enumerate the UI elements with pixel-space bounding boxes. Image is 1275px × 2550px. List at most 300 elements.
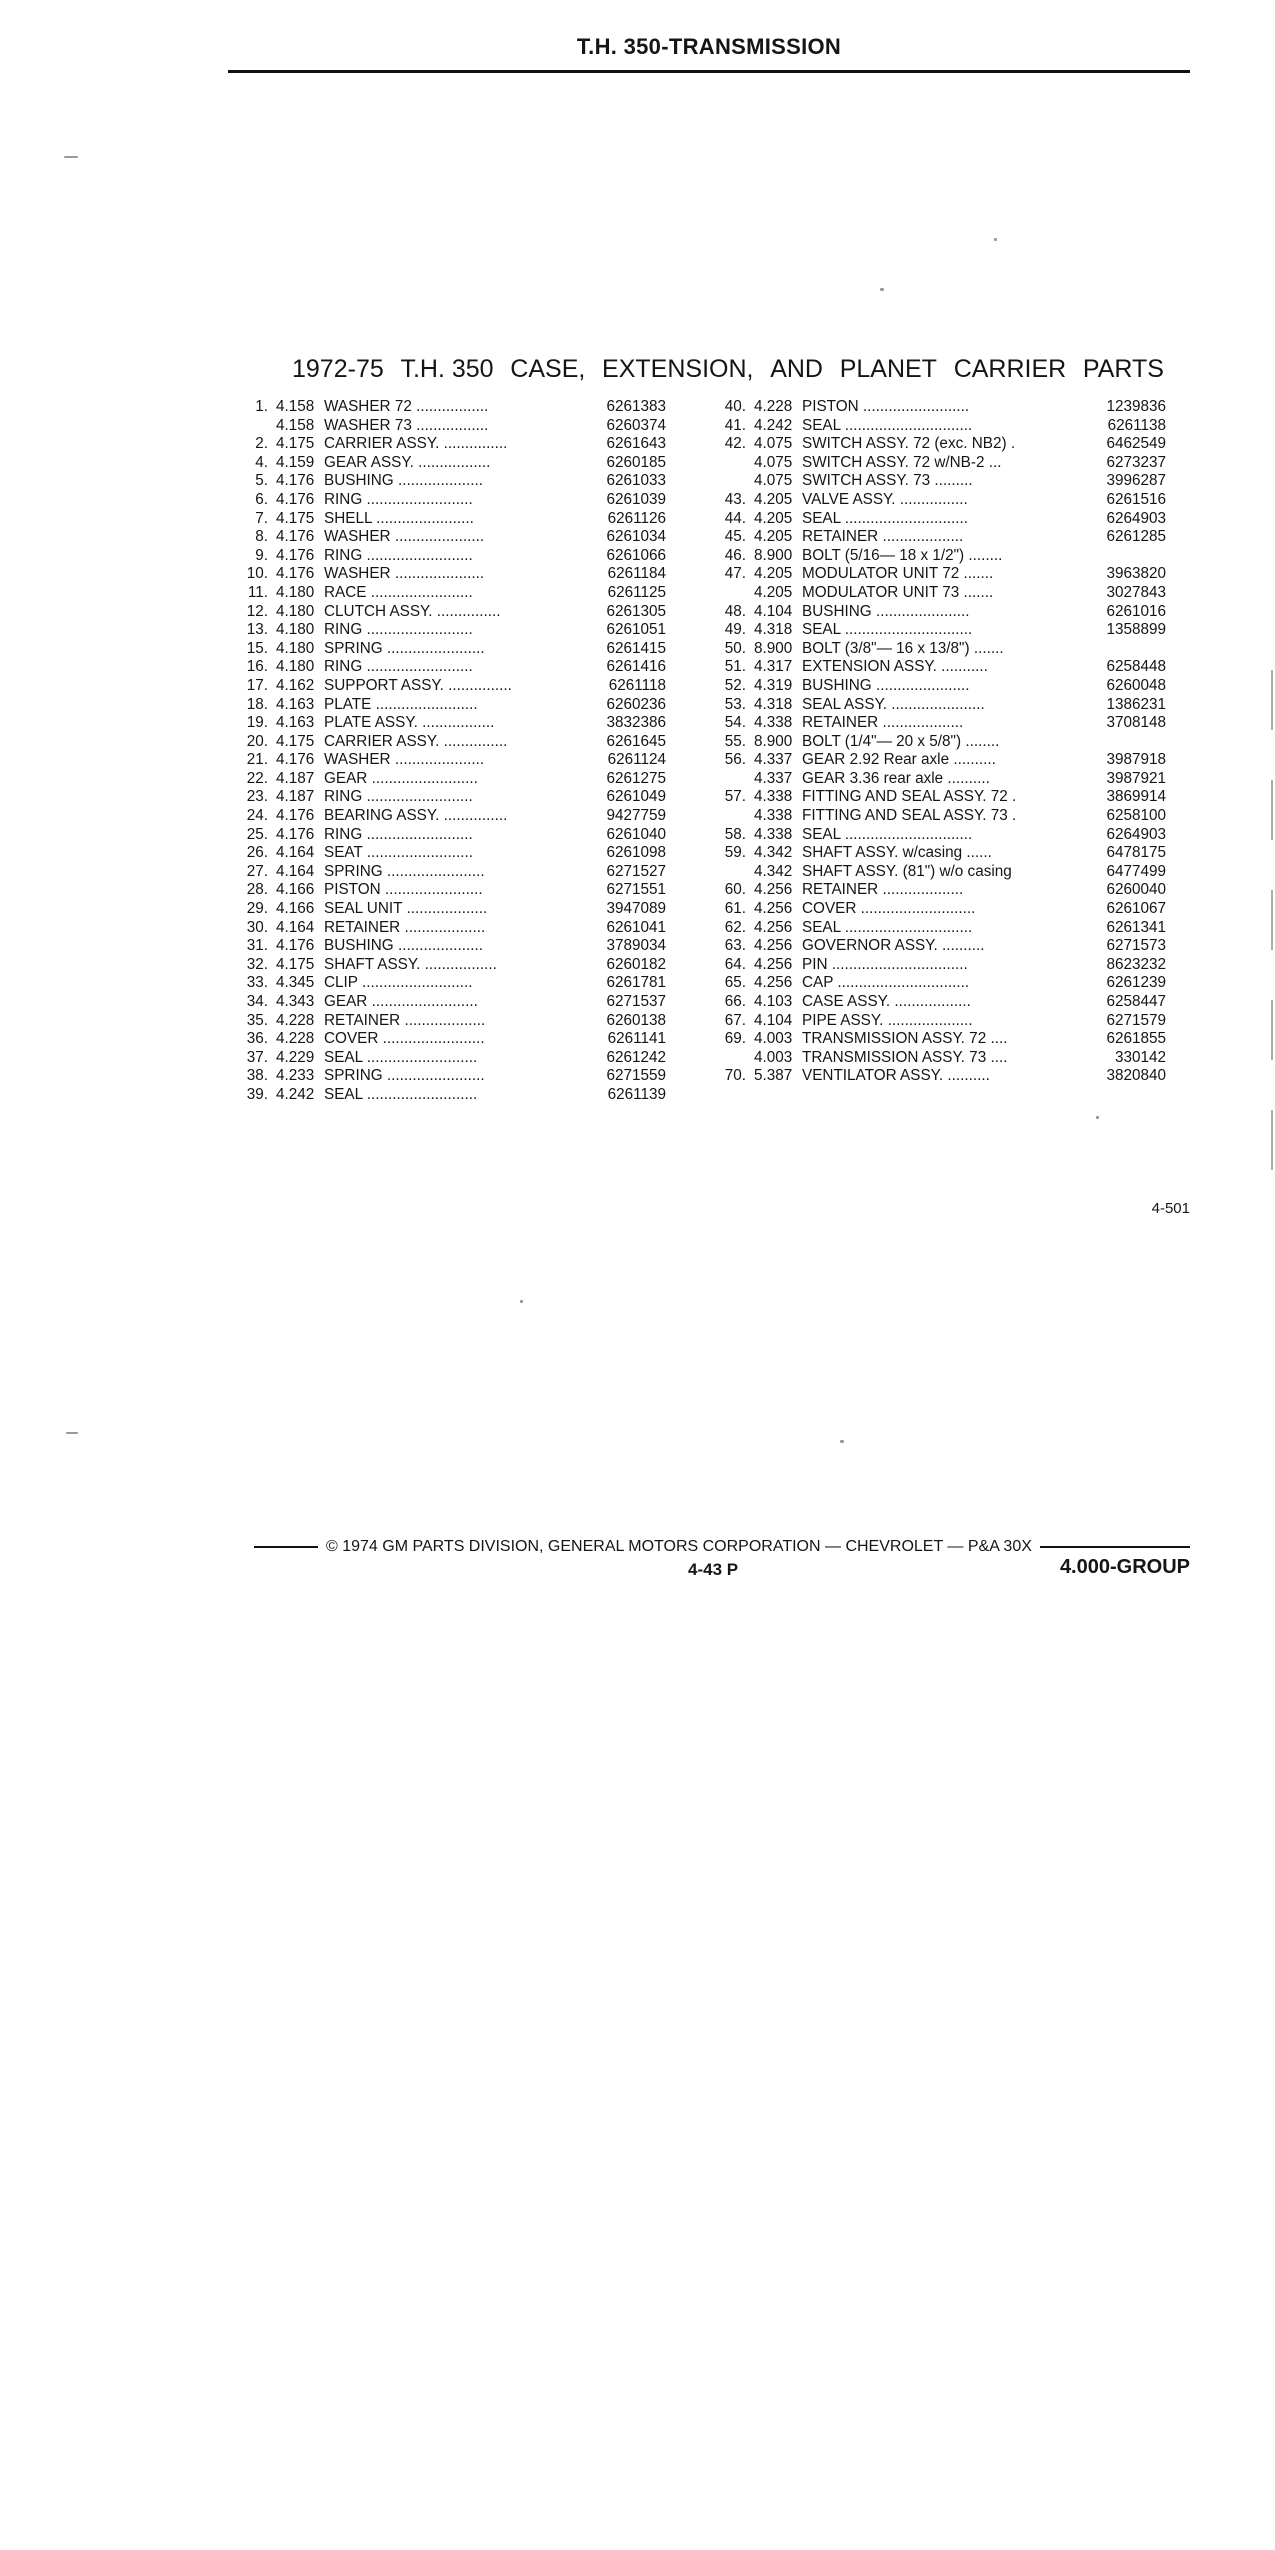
- part-key-number: [714, 584, 754, 603]
- dot-leader: .................: [411, 398, 489, 415]
- part-key-number: 55.: [724, 732, 746, 750]
- part-number: 6261016: [1106, 602, 1166, 620]
- part-description-text: CLUTCH ASSY.: [324, 602, 433, 620]
- part-description: [324, 472, 580, 491]
- part-description-text: CLIP: [324, 974, 358, 992]
- footer-copyright: © 1974 GM PARTS DIVISION, GENERAL MOTORS CORPORATION — CHEVROLET — P&A 30X: [326, 1538, 1032, 1555]
- part-number: 6258447: [1106, 993, 1166, 1010]
- part-description: [802, 677, 1074, 696]
- part-description: [802, 454, 1074, 473]
- part-number: 6261645: [606, 732, 666, 750]
- dot-leader: ...................: [400, 1011, 486, 1029]
- part-figure-ref: 4.176: [276, 546, 315, 564]
- part-description-text: SEAL: [802, 825, 841, 843]
- dot-leader: .........................: [362, 546, 473, 564]
- part-key-number: 31.: [246, 937, 268, 955]
- part-row: [236, 510, 666, 529]
- part-row: [236, 677, 666, 696]
- part-description: [802, 974, 1074, 993]
- page-number: 4-501: [1151, 1200, 1190, 1217]
- part-key-number: 64.: [724, 955, 746, 973]
- part-figure-ref: 4.180: [276, 658, 315, 676]
- part-description-text: BOLT (3/8"— 16 x 13/8"): [802, 639, 970, 657]
- part-description-text: SPRING: [324, 639, 383, 657]
- part-description-text: RING: [324, 658, 363, 676]
- part-description-text: SHAFT ASSY. w/casing: [802, 844, 963, 862]
- part-row: [714, 863, 1166, 882]
- part-description: [324, 956, 580, 975]
- part-figure-ref: 4.187: [276, 769, 315, 787]
- dot-leader: .: [1007, 807, 1017, 825]
- part-description-text: BUSHING: [802, 602, 872, 620]
- part-description-text: GEAR: [324, 993, 368, 1010]
- part-figure-ref: 4.103: [754, 993, 793, 1010]
- dot-leader: ..........................: [357, 974, 473, 992]
- part-row: [236, 956, 666, 975]
- part-key-number: [714, 1049, 754, 1068]
- dot-leader: ....................: [393, 937, 483, 955]
- part-description-text: RING: [324, 546, 363, 564]
- part-number: 6261643: [606, 435, 666, 453]
- part-figure-ref: 4.342: [754, 862, 793, 880]
- part-number: 6260185: [606, 453, 666, 471]
- part-description-text: WASHER: [324, 528, 391, 546]
- part-key-number: [714, 770, 754, 789]
- part-key-number: 66.: [724, 993, 746, 1010]
- dot-leader: .........................: [362, 825, 473, 843]
- part-number: 6260138: [606, 1011, 666, 1029]
- part-description: [324, 919, 580, 938]
- part-number: 6264903: [1106, 825, 1166, 843]
- part-number: 6261416: [606, 658, 666, 676]
- part-number: 6478175: [1106, 844, 1166, 862]
- part-row: [236, 900, 666, 919]
- part-figure-ref: 4.205: [754, 528, 793, 546]
- part-number: 6260040: [1106, 881, 1166, 899]
- part-figure-ref: 4.342: [754, 844, 793, 862]
- part-figure-ref: 4.176: [276, 807, 315, 825]
- footer-copyright-line: [254, 1538, 1190, 1556]
- part-description: [802, 658, 1074, 677]
- dot-leader: ..........................: [362, 1048, 478, 1066]
- part-figure-ref: 4.180: [276, 621, 315, 639]
- part-description-text: PISTON: [802, 398, 859, 415]
- part-key-number: 58.: [724, 825, 746, 843]
- part-description: [324, 621, 580, 640]
- part-key-number: 63.: [724, 937, 746, 955]
- part-figure-ref: 4.175: [276, 955, 315, 973]
- part-number: 6261049: [606, 788, 666, 806]
- part-description: [802, 937, 1074, 956]
- part-row: [236, 417, 666, 436]
- part-row: [714, 1030, 1166, 1049]
- part-figure-ref: 4.338: [754, 825, 793, 843]
- part-description: [802, 919, 1074, 938]
- part-row: [714, 584, 1166, 603]
- part-number: 6261239: [1106, 974, 1166, 992]
- dot-leader: ...............: [439, 435, 508, 453]
- part-key-number: 5.: [255, 472, 268, 490]
- part-key-number: 67.: [724, 1011, 746, 1029]
- part-row: [236, 584, 666, 603]
- dot-leader: ...............: [432, 602, 501, 620]
- part-key-number: 2.: [255, 435, 268, 453]
- dot-leader: .........................: [362, 621, 473, 639]
- dot-leader: ................: [895, 490, 968, 508]
- part-description: [802, 640, 1074, 659]
- part-description: [802, 993, 1074, 1012]
- part-row: [714, 696, 1166, 715]
- part-number: 3996287: [1106, 472, 1166, 490]
- part-number: 6271551: [606, 881, 666, 899]
- dot-leader: ..............................: [840, 621, 973, 639]
- dot-leader: .........: [930, 472, 973, 490]
- part-figure-ref: 8.900: [754, 732, 793, 750]
- part-row: [714, 733, 1166, 752]
- part-description-text: RETAINER: [324, 1011, 401, 1029]
- part-row: [714, 956, 1166, 975]
- part-figure-ref: 4.242: [754, 416, 793, 434]
- part-figure-ref: 4.175: [276, 732, 315, 750]
- part-key-number: 16.: [246, 658, 268, 676]
- part-row: [714, 677, 1166, 696]
- part-number: 6261139: [607, 1085, 666, 1103]
- part-key-number: 45.: [724, 528, 746, 546]
- part-key-number: 8.: [255, 528, 268, 546]
- footer-group-label: 4.000-GROUP: [1059, 1556, 1190, 1578]
- part-number: 6261034: [606, 528, 666, 546]
- part-key-number: 52.: [724, 676, 746, 694]
- part-row: [236, 826, 666, 845]
- part-figure-ref: 4.180: [276, 583, 315, 601]
- part-description: [802, 696, 1074, 715]
- dot-leader: ...................: [878, 881, 964, 899]
- dot-leader: .........................: [367, 769, 478, 787]
- section-title-word: CARRIER: [953, 355, 1067, 383]
- part-key-number: 21.: [246, 751, 268, 769]
- dot-leader: ...................: [400, 918, 486, 936]
- part-description: [802, 1012, 1074, 1031]
- scan-speck: [880, 288, 884, 291]
- part-description-text: CARRIER ASSY.: [324, 732, 440, 750]
- part-figure-ref: 4.104: [754, 1011, 793, 1029]
- part-row: [236, 565, 666, 584]
- part-row: [714, 491, 1166, 510]
- dot-leader: .................: [411, 416, 489, 434]
- part-description-text: BOLT (5/16— 18 x 1/2"): [802, 546, 965, 564]
- part-number: 1239836: [1106, 398, 1166, 415]
- part-description: [802, 491, 1074, 510]
- part-key-number: 39.: [246, 1085, 268, 1103]
- scan-speck: [1096, 1116, 1099, 1119]
- part-figure-ref: 4.256: [754, 974, 793, 992]
- part-figure-ref: 4.075: [754, 472, 793, 490]
- part-description-text: SEAL: [324, 1048, 363, 1066]
- part-description-text: SPRING: [324, 1067, 383, 1085]
- part-description-text: SWITCH ASSY. 72 (exc. NB2): [802, 435, 1007, 453]
- section-title-word: EXTENSION,: [602, 355, 754, 383]
- part-description: [324, 510, 580, 529]
- part-description-text: FITTING AND SEAL ASSY. 72: [802, 788, 1008, 806]
- part-description: [324, 398, 580, 417]
- part-key-number: 41.: [724, 416, 746, 434]
- part-number: [1074, 733, 1166, 752]
- section-title-word: AND: [770, 355, 823, 383]
- part-key-number: 47.: [724, 565, 746, 583]
- part-number: 6261040: [606, 825, 666, 843]
- part-figure-ref: 4.187: [276, 788, 315, 806]
- part-row: [236, 919, 666, 938]
- part-key-number: 56.: [724, 751, 746, 769]
- section-title-word: PLANET: [839, 355, 937, 383]
- part-description: [802, 621, 1074, 640]
- part-figure-ref: 4.176: [276, 825, 315, 843]
- part-key-number: 54.: [724, 714, 746, 732]
- dot-leader: ...........: [936, 658, 988, 676]
- dot-leader: ...: [984, 453, 1002, 471]
- dot-leader: ................................: [827, 955, 968, 973]
- part-figure-ref: 4.166: [276, 881, 315, 899]
- part-key-number: 28.: [246, 881, 268, 899]
- part-key-number: 51.: [724, 658, 746, 676]
- dot-leader: ..........................: [362, 1085, 478, 1103]
- dot-leader: .........................: [362, 490, 473, 508]
- dot-leader: .........................: [367, 993, 478, 1010]
- part-row: [714, 826, 1166, 845]
- part-number: 6261125: [607, 583, 666, 601]
- part-number: 8623232: [1106, 955, 1166, 973]
- part-description: [802, 900, 1074, 919]
- part-description: [802, 956, 1074, 975]
- part-description: [324, 714, 580, 733]
- dot-leader: .......................: [382, 639, 485, 657]
- dot-leader: .....................: [390, 565, 485, 583]
- part-description: [324, 844, 580, 863]
- part-number: 6273237: [1106, 453, 1166, 471]
- part-figure-ref: 4.176: [276, 751, 315, 769]
- part-description-text: BEARING ASSY.: [324, 807, 440, 825]
- part-description: [802, 565, 1074, 584]
- part-key-number: 17.: [246, 676, 268, 694]
- part-description-text: SEAL: [324, 1085, 363, 1103]
- part-figure-ref: 8.900: [754, 639, 793, 657]
- part-figure-ref: 4.075: [754, 453, 793, 471]
- part-row: [714, 398, 1166, 417]
- part-description-text: GEAR: [324, 769, 368, 787]
- part-number: 6261098: [606, 844, 666, 862]
- part-description: [324, 1067, 580, 1086]
- part-figure-ref: 4.003: [754, 1048, 793, 1066]
- part-row: [714, 993, 1166, 1012]
- dot-leader: ..............................: [840, 825, 973, 843]
- part-row: [236, 714, 666, 733]
- part-description-text: RING: [324, 788, 363, 806]
- dot-leader: ........: [964, 546, 1003, 564]
- dot-leader: ..........: [943, 1067, 990, 1085]
- part-description-text: SWITCH ASSY. 72 w/NB-2: [802, 453, 985, 471]
- part-row: [236, 770, 666, 789]
- part-description-text: RETAINER: [802, 528, 879, 546]
- part-row: [236, 1030, 666, 1049]
- part-description-text: BOLT (1/4"— 20 x 5/8"): [802, 732, 962, 750]
- part-row: [236, 863, 666, 882]
- part-description-text: RING: [324, 490, 363, 508]
- part-description: [324, 565, 580, 584]
- part-number: 6271537: [606, 993, 666, 1010]
- part-description-text: SEAL: [802, 918, 841, 936]
- part-figure-ref: 4.256: [754, 900, 793, 918]
- part-row: [236, 696, 666, 715]
- part-description-text: RETAINER: [802, 714, 879, 732]
- part-number: 6260048: [1106, 676, 1166, 694]
- dot-leader: .................: [417, 714, 495, 732]
- part-row: [236, 881, 666, 900]
- dot-leader: ..........: [949, 751, 996, 769]
- part-number: 6261039: [606, 490, 666, 508]
- part-figure-ref: 4.003: [754, 1030, 793, 1048]
- scan-speck: [64, 156, 78, 158]
- dot-leader: .........................: [858, 398, 970, 415]
- part-number: 1386231: [1106, 695, 1166, 713]
- part-description-text: CAP: [802, 974, 834, 992]
- part-figure-ref: 4.175: [276, 435, 315, 453]
- part-number: 3708148: [1106, 714, 1166, 732]
- part-number: 6271573: [1106, 937, 1166, 955]
- part-description-text: WASHER 72: [324, 398, 412, 415]
- part-key-number: 27.: [246, 862, 268, 880]
- part-row: [714, 640, 1166, 659]
- part-row: [714, 1049, 1166, 1068]
- part-key-number: 24.: [246, 807, 268, 825]
- part-key-number: 60.: [724, 881, 746, 899]
- part-key-number: 43.: [724, 490, 746, 508]
- part-row: [714, 974, 1166, 993]
- dot-leader: ........................: [371, 695, 478, 713]
- part-row: [236, 528, 666, 547]
- part-figure-ref: 4.162: [276, 676, 315, 694]
- dot-leader: .....................: [390, 751, 485, 769]
- part-description-text: CASE ASSY.: [802, 993, 891, 1010]
- dot-leader: .................: [413, 453, 491, 471]
- dot-leader: ...........................: [856, 900, 976, 918]
- dot-leader: ...............: [443, 676, 512, 694]
- part-row: [714, 751, 1166, 770]
- part-description-text: GOVERNOR ASSY.: [802, 937, 938, 955]
- part-row: [714, 417, 1166, 436]
- part-number: 6261275: [606, 769, 666, 787]
- part-key-number: 25.: [246, 825, 268, 843]
- dot-leader: ....................: [393, 472, 483, 490]
- part-description-text: SWITCH ASSY. 73: [802, 472, 931, 490]
- part-description-text: WASHER: [324, 751, 391, 769]
- part-number: 6261285: [1106, 528, 1166, 546]
- part-description: [802, 603, 1074, 622]
- part-description-text: SHAFT ASSY. (81") w/o casing: [802, 862, 1012, 880]
- part-key-number: 7.: [255, 509, 268, 527]
- part-description: [802, 584, 1074, 603]
- part-description: [324, 807, 580, 826]
- dot-leader: ..............................: [840, 918, 973, 936]
- part-row: [714, 770, 1166, 789]
- part-key-number: 15.: [246, 639, 268, 657]
- part-figure-ref: 4.176: [276, 565, 315, 583]
- dot-leader: ..........: [943, 769, 990, 787]
- part-description: [802, 417, 1074, 436]
- part-description: [802, 435, 1074, 454]
- part-row: [236, 472, 666, 491]
- part-row: [236, 491, 666, 510]
- parts-list-right: [714, 398, 1166, 1086]
- dot-leader: .......................: [380, 881, 483, 899]
- dot-leader: .....................: [390, 528, 485, 546]
- part-figure-ref: 4.242: [276, 1085, 315, 1103]
- dot-leader: ........................: [378, 1030, 485, 1048]
- part-description-text: TRANSMISSION ASSY. 73: [802, 1048, 987, 1066]
- part-row: [236, 1086, 666, 1105]
- part-key-number: 53.: [724, 695, 746, 713]
- part-number: 3963820: [1106, 565, 1166, 583]
- part-row: [236, 1049, 666, 1068]
- part-figure-ref: 4.163: [276, 714, 315, 732]
- dot-leader: ..............................: [840, 416, 973, 434]
- part-key-number: 35.: [246, 1011, 268, 1029]
- part-description: [324, 1049, 580, 1068]
- part-row: [236, 640, 666, 659]
- dot-leader: ..................: [890, 993, 971, 1010]
- part-row: [236, 788, 666, 807]
- dot-leader: .: [1007, 788, 1017, 806]
- part-number: 6271559: [606, 1067, 666, 1085]
- part-description-text: BUSHING: [324, 937, 394, 955]
- part-row: [236, 1012, 666, 1031]
- part-description-text: MODULATOR UNIT 72: [802, 565, 960, 583]
- page-header-title: T.H. 350-TRANSMISSION: [576, 34, 842, 59]
- dot-leader: .......................: [382, 862, 485, 880]
- part-figure-ref: 4.317: [754, 658, 793, 676]
- part-description: [802, 826, 1074, 845]
- part-number: 3987921: [1106, 769, 1166, 787]
- part-row: [236, 547, 666, 566]
- part-number: 6261126: [607, 509, 666, 527]
- scan-speck: [840, 1440, 844, 1443]
- part-key-number: 33.: [246, 974, 268, 992]
- part-description: [802, 398, 1074, 417]
- part-description-text: COVER: [324, 1030, 379, 1048]
- part-description: [324, 751, 580, 770]
- part-key-number: 12.: [246, 602, 268, 620]
- scan-speck: [66, 1432, 78, 1434]
- part-description-text: VENTILATOR ASSY.: [802, 1067, 944, 1085]
- part-figure-ref: 4.256: [754, 881, 793, 899]
- part-description: [324, 993, 580, 1012]
- part-number: 6261124: [607, 751, 666, 769]
- part-description: [802, 751, 1074, 770]
- part-number: 3027843: [1106, 583, 1166, 601]
- part-row: [714, 603, 1166, 622]
- part-key-number: 10.: [246, 565, 268, 583]
- part-number: 330142: [1114, 1048, 1166, 1066]
- part-description: [802, 1049, 1074, 1068]
- part-number: 6261141: [607, 1030, 666, 1048]
- part-key-number: 9.: [255, 546, 268, 564]
- part-description: [324, 547, 580, 566]
- part-key-number: 57.: [724, 788, 746, 806]
- part-key-number: 26.: [246, 844, 268, 862]
- part-description: [802, 472, 1074, 491]
- part-description: [324, 826, 580, 845]
- part-key-number: 59.: [724, 844, 746, 862]
- part-figure-ref: 4.205: [754, 565, 793, 583]
